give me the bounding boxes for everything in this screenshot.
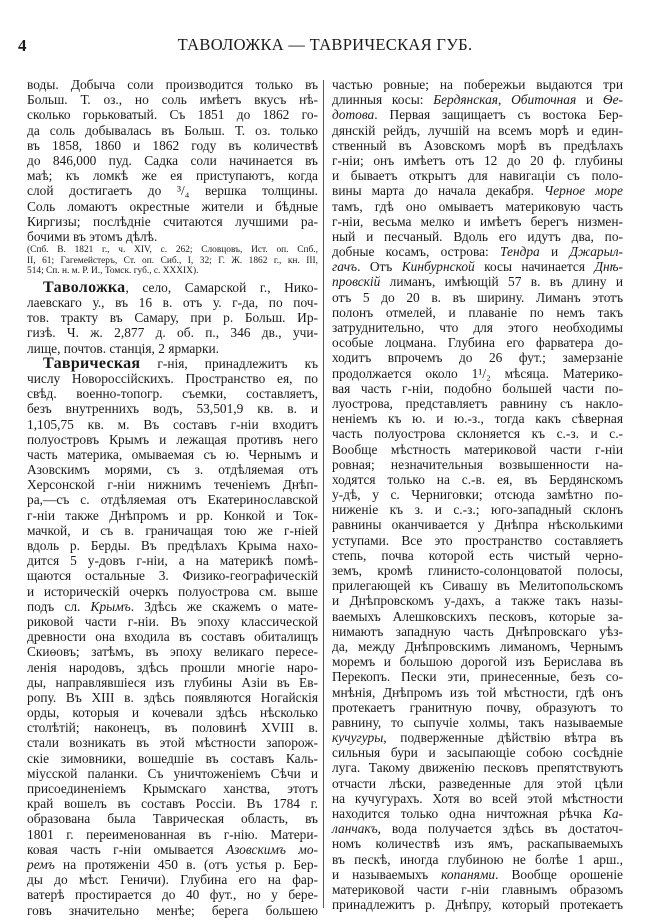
text-segment: и историческій очеркъ полуострова см. выше [27,583,318,599]
text-line [332,852,623,867]
text-line [27,492,318,507]
text-segment: . Вообще орошеніе [495,866,623,882]
text-line [332,426,623,441]
text-segment: риковой части г-ніи. Въ эпоху классической [27,613,318,629]
text-line [27,675,318,690]
text-segment: отъ 5 до 20 в. въ ширину. Лиманъ этотъ [332,289,623,305]
text-line [332,92,623,107]
text-segment: и [576,92,603,108]
italic-term: гачъ [332,259,358,275]
text-segment: вая часть г-ніи, подобно большей части по- [332,380,623,396]
text-segment: лище, почтов. станція, 2 ярмарки. [27,340,219,356]
text-line [27,523,318,538]
text-segment: Азовскимъ морями, съ з. отдѣляемая отъ [27,462,318,478]
text-segment: . Отъ [357,259,402,275]
text-segment: неніемъ къ ю. и ю.-з., тогда какъ сѣверная [332,411,623,427]
text-line [27,168,318,183]
text-segment: ходитъ впрочемъ до 26 фут.; замерзаніе [332,350,623,366]
text-segment: тамъ, гдѣ оно омываетъ материковую часть [332,198,623,214]
italic-term: Бердянская [433,92,498,108]
italic-term: провскій [332,274,381,290]
italic-term: Джарыл- [569,244,623,260]
text-line [27,107,318,122]
text-segment: да соль добывалась въ Больш. Т. оз. только [27,122,318,138]
text-segment: въ 1858, 1860 и 1862 году въ количествѣ [27,137,318,153]
text-line [332,563,623,578]
text-segment: прилегающей къ Сивашу въ Мелитопольскомъ [332,578,623,594]
text-segment: , подверженные дѣйствію вѣтра въ [383,730,623,746]
text-segment: и называемыхъ [332,866,442,882]
text-line [332,366,623,381]
text-line [27,183,318,198]
text-line [332,791,623,806]
text-segment: Соль ломаютъ окрестные жители и бѣдные [27,198,318,214]
paragraph [27,356,318,918]
text-segment: длинныя косы: [332,92,434,108]
text-segment: вдоль р. Берды. Въ предѣлахъ Крыма нахо- [27,538,318,554]
text-line [332,123,623,138]
text-line [27,614,318,629]
text-line [332,259,623,274]
text-segment: затруднительно, что для этого необходимы [332,320,623,335]
text-line [332,578,623,593]
text-line [332,381,623,396]
text-line [332,472,623,487]
text-segment: Перекопъ. Пески эти, принесенные, безъ со- [332,669,623,685]
text-segment: слой достигаетъ до ³/₄ вершка толщины. [27,183,318,199]
italic-term: Ѳе- [602,92,623,108]
text-line [27,629,318,644]
text-segment: бочими въ этомъ дѣлѣ. [27,228,158,244]
text-segment: воды. Добыча соли производится только въ [27,77,318,92]
text-line [27,735,318,750]
text-line [27,199,318,214]
text-segment: особые лоцмана. Глубина его фарватера до- [332,335,623,351]
text-segment: , село, Самарской г., Нико- [125,279,318,295]
text-segment: . Первая защищаетъ съ востока Бер- [374,107,623,123]
left-column [27,77,318,918]
text-line [332,730,623,745]
text-segment: нимаютъ западную часть Днѣпровскаго уѣз- [332,623,623,639]
text-line [332,533,623,548]
right-column [332,77,623,912]
text-line [27,766,318,781]
entry-headword: Таврическая [43,354,141,372]
italic-term: Обиточная [511,92,577,108]
text-segment: безъ внутреннихъ водъ, 53,501,9 кв. в. и [27,401,318,417]
text-segment: . Здѣсь же скажемъ о мате- [130,598,318,614]
text-segment: дится 5 у-довъ г-ніи, а на материкѣ помѣ- [27,553,318,569]
text-line [332,609,623,624]
text-segment: ковая часть г-ніи омывается [27,841,226,857]
text-line [332,107,623,122]
text-segment: и [539,244,570,260]
text-line [27,92,318,107]
text-line [27,827,318,842]
text-line [27,857,318,872]
text-segment: гизѣ. Ч. ж. 2,877 д. об. п., 346 дв., учи- [27,325,318,341]
text-segment: ственный въ Азовскомъ морѣ въ предѣлахъ [332,137,623,153]
text-line [332,517,623,532]
text-line [27,599,318,614]
text-line [332,897,623,912]
text-line [27,660,318,675]
text-line [332,290,623,305]
text-segment: равнины оканчивается у Днѣпра нѣсколькими [332,517,623,533]
text-segment: на кучугурахъ. Хотя во всей этой мѣстности [332,790,623,806]
text-segment: отчасти лѣски, разведенные для этой цѣли [332,775,623,791]
text-segment: образована была Таврическая область, въ [27,811,318,827]
text-line [332,77,623,92]
text-segment: г-нія, принадлежитъ къ [140,355,318,371]
text-segment: ленія народовъ, здѣсь прошли многіе наро- [27,659,318,675]
text-segment: 514; Сп. н. м. Р. И., Томск. губ., с. XXXIX). [27,266,199,277]
italic-term: Днѣ- [594,259,623,275]
text-line [27,553,318,568]
text-segment: міусской паланки. Съ уничтоженіемъ Сѣчи и [27,765,318,781]
text-line [27,872,318,887]
text-line [332,229,623,244]
text-line [332,593,623,608]
text-line [332,745,623,760]
text-line [27,842,318,857]
text-line [332,138,623,153]
text-line [332,411,623,426]
text-segment: 1801 г. переименованная въ г-нію. Матери- [27,826,318,842]
text-line [332,335,623,350]
text-segment: (Спб. В. 1821 г., ч. XIV, с. 262; Словцовъ, Ист. оп. Спб., [27,245,318,256]
text-line [27,401,318,416]
text-segment: мнѣнія, Днѣпромъ изъ той мѣстности, гдѣ онъ [332,684,623,700]
text-segment: земъ, кромѣ глинисто-солонцоватой полосы, [332,563,623,578]
text-segment: Киргизы; послѣдніе считаются лучшими ра- [27,213,318,229]
text-segment: на протяженіи 450 в. (отъ устья р. Бер- [54,856,318,872]
text-line [332,624,623,639]
text-segment: древности она входила въ составъ обиталищъ [27,629,318,645]
text-segment: подъ сл. [27,598,91,614]
text-line [27,77,318,92]
citation-block [27,245,318,277]
text-segment: да, между Днѣпровскимъ лиманомъ, Чернымъ [332,638,623,654]
text-segment: степь, почва которой есть чистый черно- [332,547,623,563]
paragraph [332,77,623,912]
text-segment: Херсонской г-ніи нижнимъ теченіемъ Днѣп- [27,477,318,493]
text-line [27,245,318,256]
text-line [332,806,623,821]
text-segment: щаются остальные 3. Физико-географическій [27,568,318,584]
text-segment: ватерѣ простирается до 40 фут., но у бере- [27,887,318,903]
text-segment: тов. тракту въ Самару, при р. Больш. Ир- [27,310,318,326]
text-segment: луострова, представляетъ равнину съ накло- [332,395,623,411]
text-segment: уступами. Все это пространство составляетъ [332,532,623,548]
text-segment: присоединеніемъ Крымскаго ханства, этотъ [27,781,318,797]
text-line [27,462,318,477]
text-line [27,796,318,811]
text-segment: Больш. Т. оз., но соль имѣетъ вкусъ нѣ- [27,92,318,108]
text-line [332,305,623,320]
text-segment: до 846,000 пуд. Садка соли начинается въ [27,152,318,168]
italic-term: Азовскимъ мо- [225,841,318,857]
italic-term: дотова [332,107,375,123]
text-line [27,811,318,826]
text-segment: числу Новороссійскихъ. Пространство ея, по [27,370,318,386]
text-line [332,760,623,775]
italic-term: Крымъ [90,598,131,614]
text-segment: и бываетъ открытъ для навигаціи съ поло- [332,168,623,184]
text-line [27,568,318,583]
text-line [27,295,318,310]
text-segment: моремъ и большою дорогой изъ Берислава въ [332,654,623,670]
text-segment: номъ количествѣ изъ ямъ, раскапываемыхъ [332,836,623,852]
text-segment: и Днѣпровскомъ у-дахъ, а также такъ назы- [332,593,623,609]
text-segment: II, 61; Гагемейстеръ, Ст. оп. Сиб., I, 32; Г. Ж. 1862 г., кн. III, [27,255,318,266]
text-segment: , вода получается здѣсь въ достаточ- [377,821,623,837]
text-line [332,639,623,654]
text-line [332,350,623,365]
text-segment: принадлежитъ р. Днѣпру, который протекаетъ [332,897,623,913]
text-line [27,887,318,902]
text-segment: ваемыхъ Алешковскихъ песковъ, которые за- [332,608,623,624]
text-segment: Вообще мѣстность материковой части г-ніи [332,441,623,457]
text-line [332,199,623,214]
text-segment: ра,—съ с. отдѣляемая отъ Екатеринославской [27,492,318,508]
text-line [27,508,318,523]
text-segment: г-ніи также Днѣпромъ и рр. Конкой и Ток- [27,507,318,523]
text-line [332,274,623,289]
running-title: ТАВОЛОЖКА — ТАВРИЧЕСКАЯ ГУБ. [177,35,473,54]
text-line [332,320,623,335]
text-line [332,548,623,563]
text-line [332,502,623,517]
text-segment: равнину, то сыпучіе холмы, такъ называемые [332,714,623,730]
text-segment: дянскій рейдъ, лучшій на всемъ морѣ и един- [332,122,623,138]
text-line [27,690,318,705]
text-line [332,821,623,836]
text-line [332,457,623,472]
italic-term: копанями [441,866,496,882]
text-line [27,280,318,295]
text-line [332,867,623,882]
text-line [27,751,318,766]
text-line [332,153,623,168]
text-line [332,882,623,897]
italic-term: Кинбурнской [401,259,475,275]
column-divider [323,80,324,908]
text-segment: протекаетъ гранитную почву, образуютъ то [332,699,623,715]
text-line [27,447,318,462]
italic-term: ланчакъ [332,821,378,837]
text-segment: у-дѣ, у с. Черниговки; отсюда замѣтно по- [332,487,623,503]
text-segment: ниженіе къ з. и с.-з.; юго-западный склонъ [332,502,623,518]
text-segment: косы начинается [474,259,595,275]
text-segment: добные косамъ, острова: [332,244,501,260]
text-segment: г-ніи; онъ имѣетъ отъ 12 до 20 ф. глубины [332,152,623,168]
text-line [332,214,623,229]
text-segment: полуостровъ Крымъ и лежащая противъ него [27,431,318,447]
text-segment: сильныя бури и засыпающіе собою сосѣдніе [332,745,623,761]
text-segment: г-ніи, весьма мелко и имѣетъ берегъ низмен- [332,213,623,229]
text-segment: маѣ; къ ломкѣ же ея приступаютъ, когда [27,168,318,184]
italic-term: Тендра [500,244,540,260]
text-line [27,417,318,432]
text-segment: Скиѳовъ; затѣмъ, въ эпоху великаго пересе- [27,644,318,660]
text-line [27,432,318,447]
page-number: 4 [18,36,27,55]
text-segment: край вошелъ въ составъ Россіи. Въ 1784 г. [27,796,318,812]
text-line [27,153,318,168]
text-line [27,266,318,277]
text-line [27,538,318,553]
text-line [27,341,318,356]
text-line [332,442,623,457]
text-segment: ропу. Въ XIII в. здѣсь появляются Ногайскія [27,689,318,705]
text-line [332,168,623,183]
text-segment: свѣд. военно-топогр. съемки, составляетъ, [27,386,318,402]
text-segment: столѣтій; наконецъ, въ половинѣ XVIII в. [27,720,318,736]
paragraph [27,77,318,244]
entry-headword: Таволожка [43,278,126,296]
text-line [27,371,318,386]
text-line [332,836,623,851]
text-segment: лаевскаго у., въ 16 в. отъ у. г-да, по поч- [27,295,318,311]
text-line [332,685,623,700]
text-line [332,700,623,715]
text-segment: материковой части г-ніи главнымъ образомъ [332,881,623,897]
text-line [27,256,318,267]
text-segment: ды, направлявшіеся изъ глубины Азіи въ Ев- [27,674,318,690]
text-line [27,356,318,371]
text-line [27,781,318,796]
text-segment: сколько горьковатый. Съ 1851 до 1862 го- [27,107,318,123]
text-line [332,669,623,684]
text-line [27,138,318,153]
text-line [332,487,623,502]
text-line [332,183,623,198]
text-line [27,477,318,492]
text-segment: продолжается около 1¹/₂ мѣсяца. Материко- [332,365,623,381]
italic-term: ремъ [27,856,55,872]
text-segment: ный и песчаный. Вдоль его идутъ два, по- [332,228,623,244]
text-line [27,310,318,325]
text-segment: часть полуострова склоняется къ с.-з. и с.- [332,426,623,442]
text-line [332,654,623,669]
text-line [332,715,623,730]
text-segment: 1,105,75 кв. м. Въ составъ г-ніи входитъ [27,416,318,432]
text-line [27,644,318,659]
text-segment: лиманъ, имѣющій 57 в. въ длину и [380,274,623,290]
text-line [27,229,318,244]
text-line [27,214,318,229]
text-line [27,705,318,720]
text-line [27,123,318,138]
text-segment: находится только одна ничтожная рѣчка [332,806,603,821]
text-segment: вины марта до начала декабря. [332,183,544,199]
text-line [27,584,318,599]
text-segment: говъ значительно менѣе; берега большею [27,902,318,918]
text-segment: мачкой, и съ в. граничащая тою же г-ніей [27,522,318,538]
italic-term: Черное море [543,183,623,199]
text-segment: стали возникать въ этой мѣстности запорож- [27,735,318,751]
text-segment: полонъ отмелей, и плаваніе по немъ такъ [332,304,623,320]
text-segment: частью ровные; на побережьи выдаются три [332,77,623,92]
text-line [27,720,318,735]
text-segment: въ пескѣ, иногда глубиною не болѣе 1 арш., [332,851,623,867]
text-segment: , [498,92,512,108]
text-segment: ходятся только на с.-в. ея, въ Бердянскомъ [332,471,623,487]
text-line [27,325,318,340]
text-segment: орды, которыя и кочевали здѣсь нѣсколько [27,705,318,721]
italic-term: кучугуры [332,730,384,746]
text-line [332,776,623,791]
text-segment: часть материка, омываемая съ ю. Чернымъ и [27,446,318,462]
text-segment: луга. Такому движенію песковъ препятствуютъ [332,760,623,776]
text-line [27,386,318,401]
paragraph [27,280,318,356]
text-segment: скіе зимовники, вошедшіе въ составъ Каль- [27,750,318,766]
text-line [27,903,318,918]
text-segment: ды до мѣст. Геничи). Глубина его на фар- [27,872,318,888]
text-segment: ровная; незначительныя возвышенности на- [332,456,623,472]
text-line [332,396,623,411]
italic-term: Ка- [602,806,623,821]
text-line [332,244,623,259]
